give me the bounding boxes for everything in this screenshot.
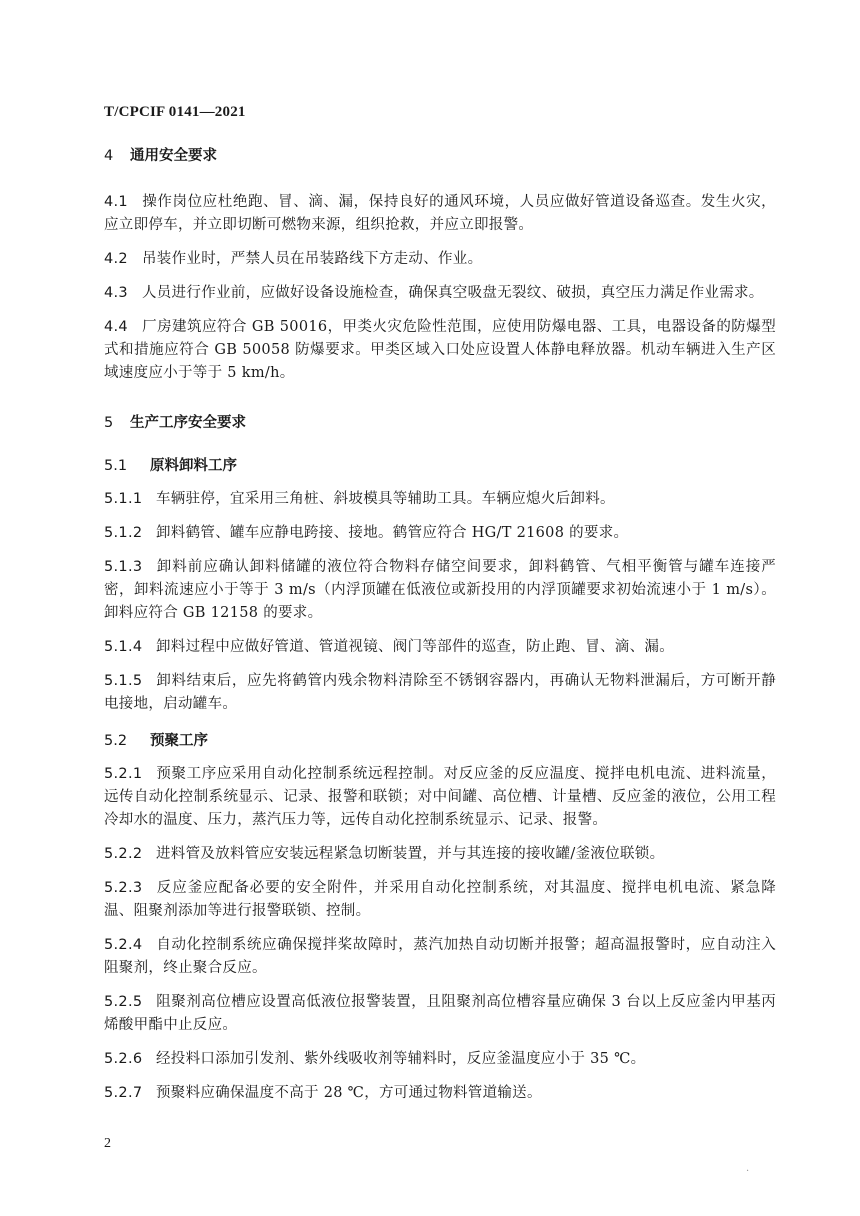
section-number: 5.2 — [104, 733, 128, 749]
clause-text: 人员进行作业前，应做好设备设施检查，确保真空吸盘无裂纹、破损，真空压力满足作业需求。 — [142, 285, 764, 301]
clause — [104, 670, 776, 716]
clause-number: 5.2.5 — [104, 994, 143, 1010]
clause-number: 5.1.4 — [104, 639, 143, 655]
clause — [104, 636, 776, 659]
clause-text: 阻聚剂高位槽应设置高低液位报警装置，且阻聚剂高位槽容量应确保 3 台以上反应釜内甲基丙烯酸甲酯中止反应。 — [104, 994, 776, 1033]
page-number: 2 — [104, 1136, 111, 1151]
page-body — [104, 144, 776, 1105]
clause — [104, 1048, 776, 1071]
clause-text: 卸料鹤管、罐车应静电跨接、接地。鹤管应符合 HG/T 21608 的要求。 — [156, 525, 629, 541]
clause-number: 4.4 — [104, 319, 128, 335]
section-title: 生产工序安全要求 — [130, 415, 246, 431]
clause — [104, 1082, 776, 1105]
clause-text: 预聚料应确保温度不高于 28 ℃，方可通过物料管道输送。 — [156, 1085, 542, 1101]
clause — [104, 763, 776, 832]
clause-text: 操作岗位应杜绝跑、冒、滴、漏，保持良好的通风环境，人员应做好管道设备巡查。发生火灾，应立即停车，并立即切断可燃物来源，组织抢救，并应立即报警。 — [104, 194, 776, 233]
clause-text: 厂房建筑应符合 GB 50016，甲类火灾危险性范围，应使用防爆电器、工具，电器设备的防爆型式和措施应符合 GB 50058 防爆要求。甲类区域入口处应设置人体静电释放器。机动车辆进入生产区域速度应小于等于 5 km/h。 — [104, 319, 776, 381]
scan-mark: · — [746, 1166, 750, 1177]
clause-number: 4.2 — [104, 251, 128, 267]
clause-number: 5.1.5 — [104, 673, 143, 689]
subsection-heading — [104, 454, 776, 475]
clause-number: 5.2.1 — [104, 766, 143, 782]
clause-number: 5.2.6 — [104, 1051, 143, 1067]
clause-number: 5.2.2 — [104, 846, 143, 862]
clause-text: 卸料前应确认卸料储罐的液位符合物料存储空间要求，卸料鹤管、气相平衡管与罐车连接严密，卸料流速应小于等于 3 m/s（内浮顶罐在低液位或新投用的内浮顶罐要求初始流速小于 1 m/s）。卸料应符合 GB 12158 的要求。 — [104, 559, 776, 621]
clause-number: 5.2.7 — [104, 1085, 143, 1101]
clause-number: 5.2.3 — [104, 880, 143, 896]
section-number: 5.1 — [104, 458, 128, 474]
clause — [104, 991, 776, 1037]
clause — [104, 843, 776, 866]
clause — [104, 877, 776, 923]
section-title: 预聚工序 — [150, 733, 208, 749]
clause-text: 反应釜应配备必要的安全附件，并采用自动化控制系统，对其温度、搅拌电机电流、紧急降温、阻聚剂添加等进行报警联锁、控制。 — [104, 880, 776, 919]
clause-text: 自动化控制系统应确保搅拌桨故障时，蒸汽加热自动切断并报警；超高温报警时，应自动注入阻聚剂，终止聚合反应。 — [104, 937, 776, 976]
clause-number: 5.1.2 — [104, 525, 143, 541]
section-title: 通用安全要求 — [130, 148, 217, 164]
clause-text: 卸料结束后，应先将鹤管内残余物料清除至不锈钢容器内，再确认无物料泄漏后，方可断开静电接地，启动罐车。 — [104, 673, 776, 712]
subsection-heading — [104, 729, 776, 750]
clause-text: 吊装作业时，严禁人员在吊装路线下方走动、作业。 — [142, 251, 483, 267]
clause — [104, 488, 776, 511]
clause-text: 经投料口添加引发剂、紫外线吸收剂等辅料时，反应釜温度应小于 35 ℃。 — [156, 1051, 646, 1067]
section-heading — [104, 411, 776, 432]
clause-number: 5.1.3 — [104, 559, 143, 575]
clause-text: 车辆驻停，宜采用三角桩、斜坡模具等辅助工具。车辆应熄火后卸料。 — [156, 491, 615, 507]
clause — [104, 191, 776, 237]
clause-text: 预聚工序应采用自动化控制系统远程控制。对反应釜的反应温度、搅拌电机电流、进料流量，远传自动化控制系统显示、记录、报警和联锁；对中间罐、高位槽、计量槽、反应釜的液位，公用工程冷却水的温度、压力，蒸汽压力等，远传自动化控制系统显示、记录、报警。 — [104, 766, 776, 828]
section-number: 4 — [104, 148, 114, 164]
section-number: 5 — [104, 415, 114, 431]
clause — [104, 556, 776, 625]
clause-number: 5.2.4 — [104, 937, 143, 953]
standard-code-header: T/CPCIF 0141—2021 — [104, 104, 246, 120]
clause-number: 4.3 — [104, 285, 128, 301]
clause — [104, 282, 776, 305]
clause — [104, 934, 776, 980]
section-title: 原料卸料工序 — [150, 458, 237, 474]
clause-text: 进料管及放料管应安装远程紧急切断装置，并与其连接的接收罐/釜液位联锁。 — [156, 846, 665, 862]
clause-number: 5.1.1 — [104, 491, 143, 507]
clause — [104, 316, 776, 385]
section-heading — [104, 144, 776, 165]
clause-number: 4.1 — [104, 194, 128, 210]
clause — [104, 522, 776, 545]
clause-text: 卸料过程中应做好管道、管道视镜、阀门等部件的巡查，防止跑、冒、滴、漏。 — [156, 639, 674, 655]
clause — [104, 248, 776, 271]
